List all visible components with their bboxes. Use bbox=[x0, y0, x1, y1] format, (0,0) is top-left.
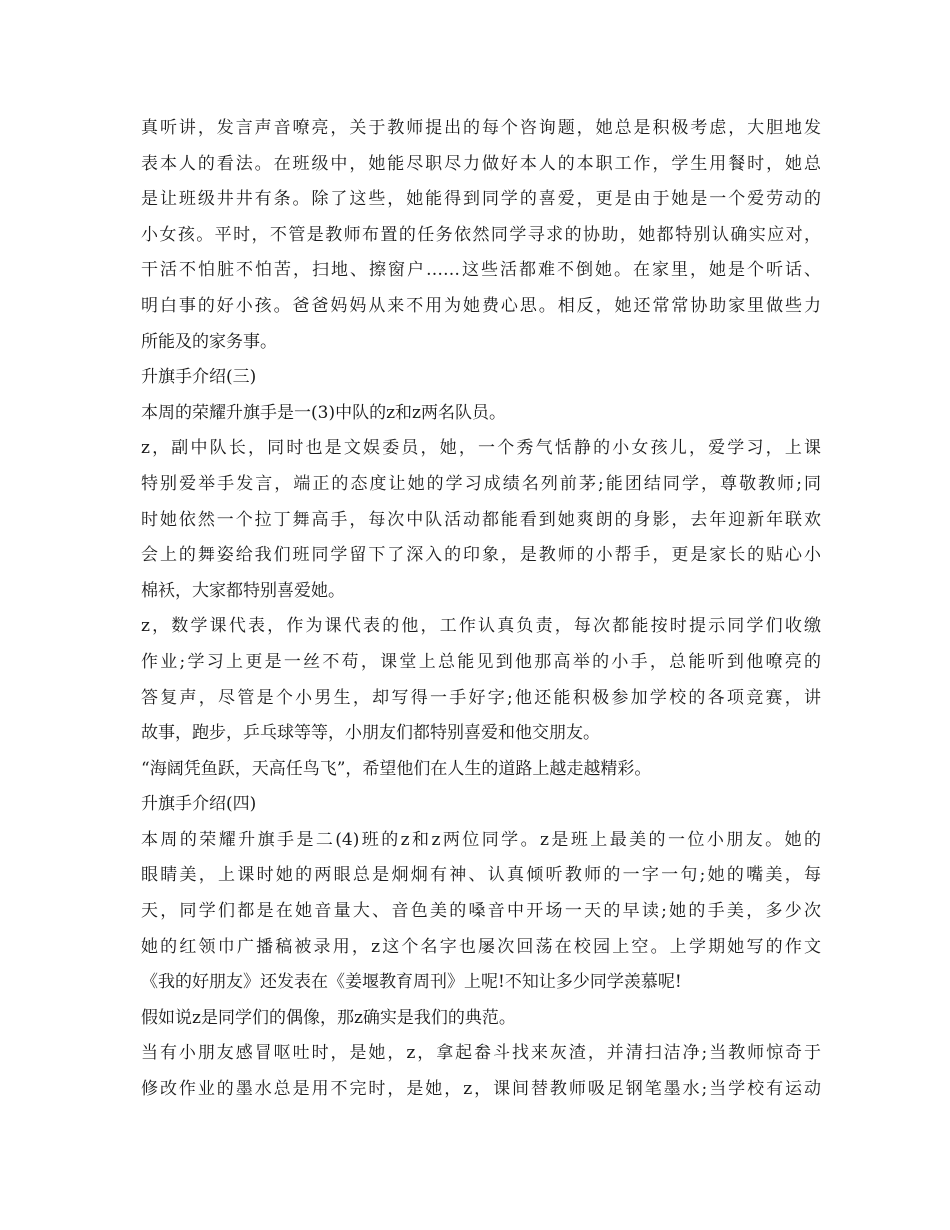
text-line: 升旗手介绍(四) bbox=[141, 794, 257, 815]
text-line: 她的红领巾广播稿被录用，z这个名字也屡次回荡在校园上空。上学期她写的作文 bbox=[141, 936, 821, 957]
text-line: 是让班级井井有条。除了这些，她能得到同学的喜爱，更是由于她是一个爱劳动的 bbox=[141, 189, 821, 210]
text-line: 当有小朋友感冒呕吐时，是她，z，拿起畚斗找来灰渣，并清扫洁净;当教师惊奇于 bbox=[141, 1043, 821, 1064]
text-line: 真听讲，发言声音嘹亮，关于教师提出的每个咨询题，她总是积极考虑，大胆地发 bbox=[141, 118, 821, 138]
text-line: 干活不怕脏不怕苦，扫地、擦窗户……这些活都难不倒她。在家里，她是个听话、 bbox=[141, 260, 821, 281]
text-line: 表本人的看法。在班级中，她能尽职尽力做好本人的本职工作，学生用餐时，她总 bbox=[141, 153, 821, 174]
text-line: 明白事的好小孩。爸爸妈妈从来不用为她费心思。相反，她还常常协助家里做些力 bbox=[141, 295, 821, 316]
text-line: 《我的好朋友》还发表在《姜堰教育周刊》上呢!不知让多少同学羡慕呢! bbox=[141, 972, 682, 993]
text-line: 棉袄，大家都特别喜爱她。 bbox=[141, 580, 345, 601]
text-line: 所能及的家务事。 bbox=[141, 331, 277, 352]
text-line: 作业;学习上更是一丝不苟，课堂上总能见到他那高举的小手，总能听到他嘹亮的 bbox=[141, 651, 821, 672]
text-line: 天，同学们都是在她音量大、音色美的嗓音中开场一天的早读;她的手美，多少次 bbox=[141, 901, 821, 922]
text-line: 本周的荣耀升旗手是一(3)中队的z和z两名队员。 bbox=[141, 402, 506, 423]
text-line: 假如说z是同学们的偶像，那z确实是我们的典范。 bbox=[141, 1007, 516, 1028]
text-line: z，数学课代表，作为课代表的他，工作认真负责，每次都能按时提示同学们收缴 bbox=[141, 616, 821, 637]
text-line: 时她依然一个拉丁舞高手，每次中队活动都能看到她爽朗的身影，去年迎新年联欢 bbox=[141, 509, 821, 530]
text-line: 眼睛美，上课时她的两眼总是炯炯有神、认真倾听教师的一字一句;她的嘴美，每 bbox=[141, 865, 821, 886]
text-line: 本周的荣耀升旗手是二(4)班的z和z两位同学。z是班上最美的一位小朋友。她的 bbox=[141, 829, 821, 850]
text-line: 答复声，尽管是个小男生，却写得一手好字;他还能积极参加学校的各项竞赛，讲 bbox=[141, 687, 821, 708]
text-line: 修改作业的墨水总是用不完时，是她，z，课间替教师吸足钢笔墨水;当学校有运动 bbox=[141, 1079, 821, 1100]
document-body bbox=[141, 111, 821, 1108]
text-line: z，副中队长，同时也是文娱委员，她，一个秀气恬静的小女孩儿，爱学习，上课 bbox=[141, 438, 821, 459]
text-line: 故事，跑步，乒乓球等等，小朋友们都特别喜爱和他交朋友。 bbox=[141, 723, 600, 744]
text-line: 会上的舞姿给我们班同学留下了深入的印象，是教师的小帮手，更是家长的贴心小 bbox=[141, 545, 821, 566]
text-line: 小女孩。平时，不管是教师布置的任务依然同学寻求的协助，她都特别认确实应对， bbox=[141, 224, 821, 245]
text-line: 升旗手介绍(三) bbox=[141, 367, 257, 388]
text-line: 特别爱举手发言，端正的态度让她的学习成绩名列前茅;能团结同学，尊敬教师;同 bbox=[141, 473, 821, 494]
text-line: “海阔凭鱼跃，天高任鸟飞”，希望他们在人生的道路上越走越精彩。 bbox=[141, 758, 652, 779]
